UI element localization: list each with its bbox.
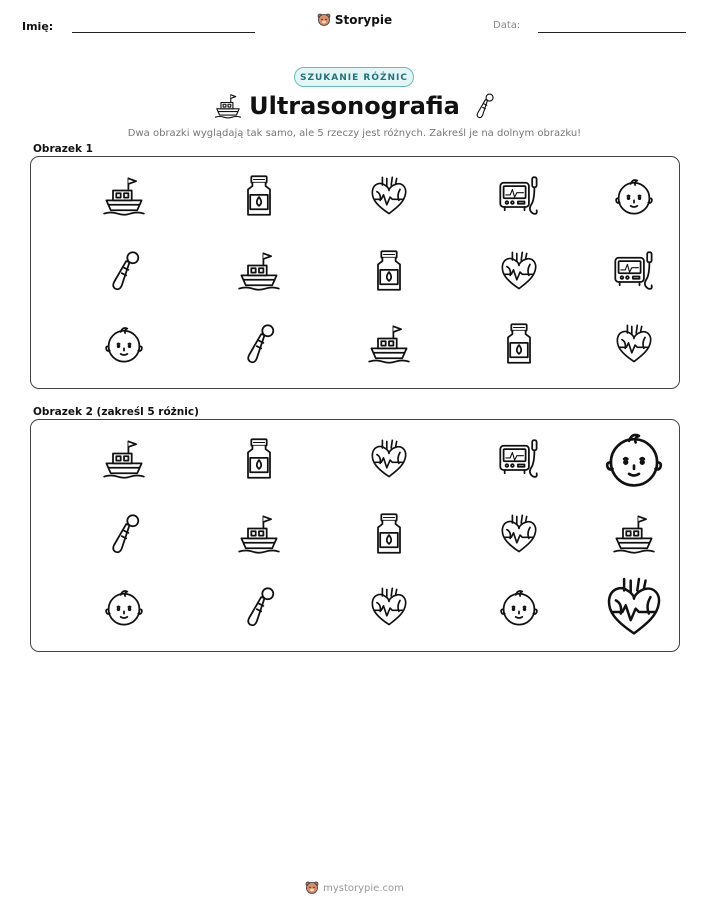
bottle-icon[interactable] bbox=[237, 437, 281, 481]
panel1-label: Obrazek 1 bbox=[33, 143, 93, 155]
monitor-icon[interactable] bbox=[497, 437, 541, 481]
bottle-icon bbox=[367, 249, 411, 293]
probe-icon bbox=[237, 322, 281, 366]
brand-name: Storypie bbox=[334, 13, 393, 27]
bear-logo-icon bbox=[305, 881, 319, 898]
heart-icon[interactable] bbox=[601, 574, 667, 640]
heart-icon bbox=[367, 174, 411, 218]
heart-icon bbox=[497, 249, 541, 293]
monitor-icon bbox=[612, 249, 656, 293]
boat-icon bbox=[237, 249, 281, 293]
bottle-icon bbox=[237, 174, 281, 218]
baby-face-icon[interactable] bbox=[497, 585, 541, 629]
bottle-icon bbox=[497, 322, 541, 366]
name-field[interactable] bbox=[72, 32, 255, 33]
footer-url: mystorypie.com bbox=[323, 883, 404, 894]
footer bbox=[0, 881, 709, 898]
panel2-label: Obrazek 2 (zakreśl 5 różnic) bbox=[33, 406, 199, 418]
heart-icon[interactable] bbox=[367, 437, 411, 481]
bear-logo-icon bbox=[317, 13, 331, 30]
date-label: Data: bbox=[493, 20, 521, 31]
date-field[interactable] bbox=[538, 32, 686, 33]
heart-icon[interactable] bbox=[497, 512, 541, 556]
heart-icon[interactable] bbox=[367, 585, 411, 629]
page-title: Ultrasonografia bbox=[249, 92, 460, 120]
picture-1-panel bbox=[30, 156, 680, 389]
baby-face-icon bbox=[102, 322, 146, 366]
heart-icon bbox=[612, 322, 656, 366]
baby-face-icon[interactable] bbox=[102, 585, 146, 629]
boat-icon bbox=[102, 174, 146, 218]
probe-icon bbox=[470, 92, 498, 124]
boat-icon[interactable] bbox=[102, 437, 146, 481]
boat-icon[interactable] bbox=[612, 512, 656, 556]
probe-icon[interactable] bbox=[237, 585, 281, 629]
brand-logo bbox=[0, 13, 709, 30]
name-label: Imię: bbox=[22, 20, 54, 33]
probe-icon bbox=[102, 249, 146, 293]
monitor-icon bbox=[497, 174, 541, 218]
instructions: Dwa obrazki wyglądają tak samo, ale 5 rzeczy jest różnych. Zakreśl je na dolnym obrazku! bbox=[127, 128, 582, 139]
boat-icon[interactable] bbox=[237, 512, 281, 556]
category-tag: SZUKANIE RÓŻNIC bbox=[294, 67, 414, 87]
boat-icon bbox=[367, 322, 411, 366]
picture-2-panel[interactable] bbox=[30, 419, 680, 652]
probe-icon[interactable] bbox=[102, 512, 146, 556]
baby-face-icon bbox=[612, 174, 656, 218]
baby-face-icon[interactable] bbox=[601, 426, 667, 492]
bottle-icon[interactable] bbox=[367, 512, 411, 556]
